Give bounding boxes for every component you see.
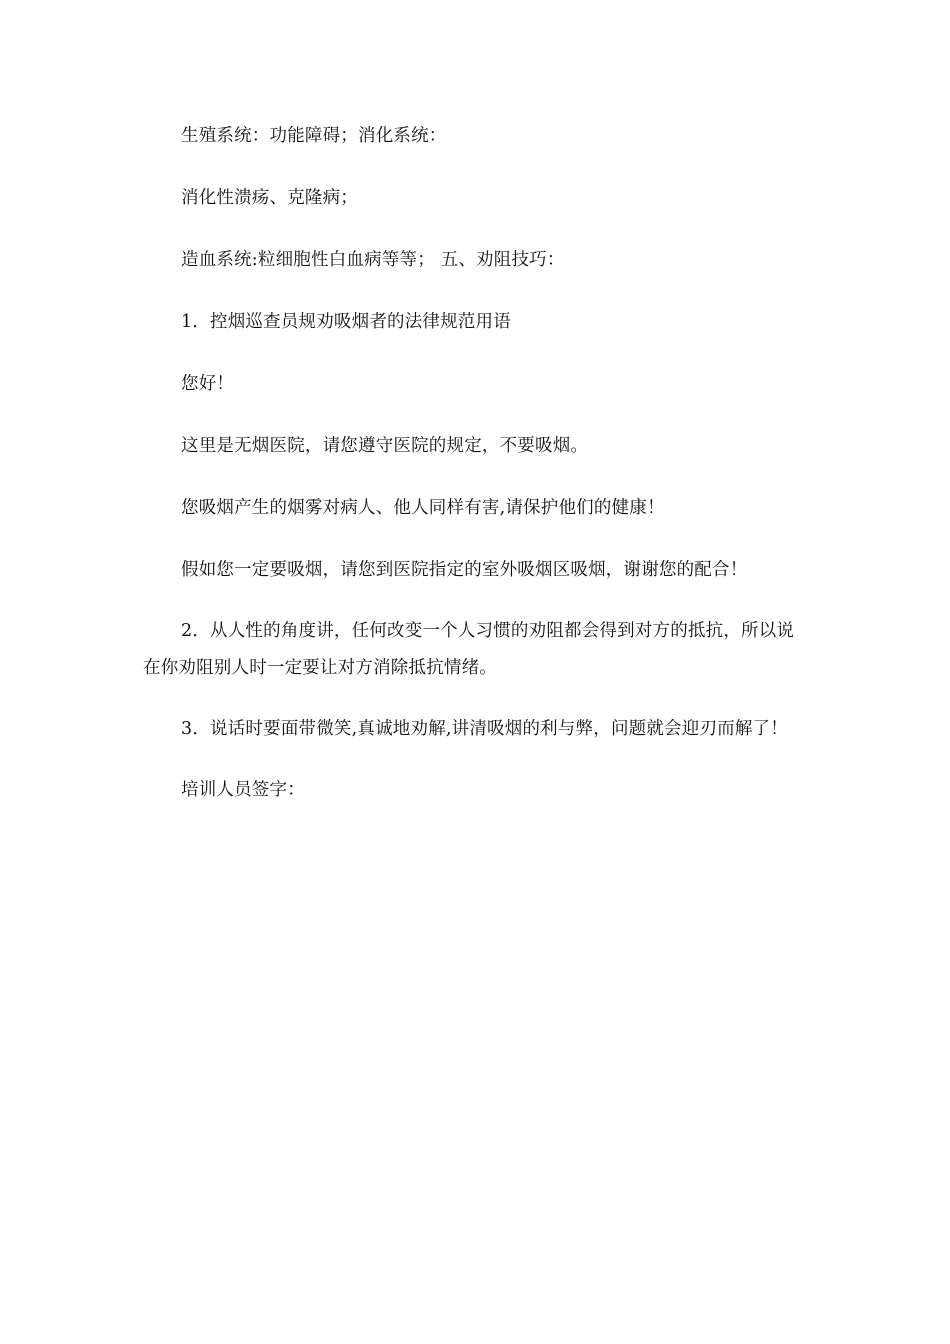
- paragraph-smoke-harm: 您吸烟产生的烟雾对病人、他人同样有害,请保护他们的健康！: [181, 498, 665, 518]
- document-body: [143, 118, 808, 809]
- paragraph-greeting: 您好！: [181, 374, 235, 394]
- paragraph-reproductive-digestive: 生殖系统：功能障碍；消化系统：: [181, 126, 447, 146]
- paragraph-signature-line: 培训人员签字：: [181, 780, 305, 800]
- paragraph-designated-area: 假如您一定要吸烟，请您到医院指定的室外吸烟区吸烟，谢谢您的配合！: [181, 560, 748, 580]
- paragraph-hematopoietic-advice-heading: 造血系统:粒细胞性白血病等等； 五、劝阻技巧：: [181, 250, 565, 270]
- paragraph-item-2: 2．从人性的角度讲，任何改变一个人习惯的劝阻都会得到对方的抵抗，所以说在你劝阻别人时一定要让对方消除抵抗情绪。: [143, 621, 795, 678]
- paragraph-item-1-heading: 1．控烟巡查员规劝吸烟者的法律规范用语: [181, 312, 511, 332]
- paragraph-item-3: 3．说话时要面带微笑,真诚地劝解,讲清吸烟的利与弊，问题就会迎刃而解了！: [181, 719, 788, 739]
- paragraph-smoke-free-hospital: 这里是无烟医院，请您遵守医院的规定，不要吸烟。: [181, 436, 589, 456]
- paragraph-digestive-diseases: 消化性溃疡、克隆病；: [181, 188, 358, 208]
